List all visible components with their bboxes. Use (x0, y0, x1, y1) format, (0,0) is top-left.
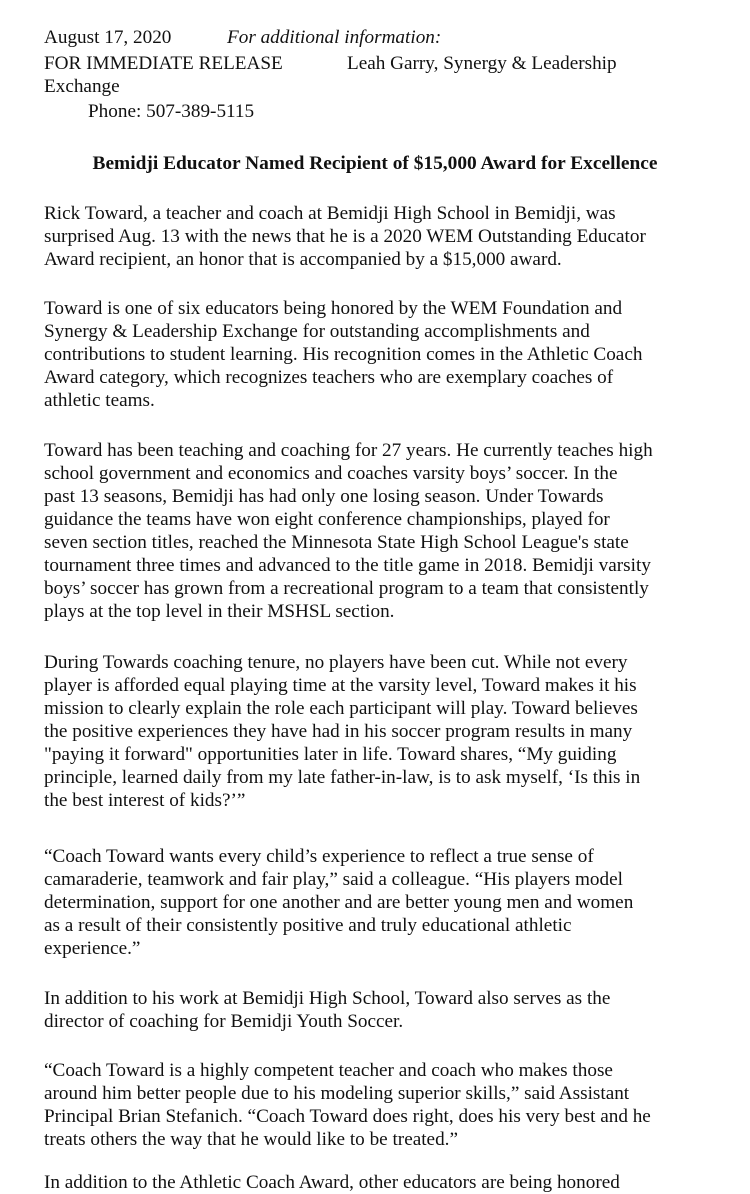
paragraph-line: past 13 seasons, Bemidji has had only one losing season. Under Towards (44, 486, 604, 508)
paragraph-line: around him better people due to his modeling superior skills,” said Assistant (44, 1083, 630, 1105)
paragraph-line: contributions to student learning. His recognition comes in the Athletic Coach (44, 344, 643, 366)
paragraph-line: treats others the way that he would like to be treated.” (44, 1129, 458, 1151)
release-status: FOR IMMEDIATE RELEASE (44, 53, 283, 74)
paragraph-4 (44, 651, 744, 812)
paragraph-line: surprised Aug. 13 with the news that he is a 2020 WEM Outstanding Educator (44, 226, 646, 248)
paragraph-line: determination, support for one another and are better young men and women (44, 892, 634, 914)
paragraph-line: During Towards coaching tenure, no players have been cut. While not every (44, 652, 628, 673)
paragraph-line: athletic teams. (44, 390, 155, 412)
contact-phone: Phone: 507-389-5115 (88, 101, 255, 122)
paragraph-line: “Coach Toward is a highly competent teacher and coach who makes those (44, 1060, 613, 1081)
paragraph-line: tournament three times and advanced to the title game in 2018. Bemidji varsity (44, 555, 651, 577)
paragraph-line: "paying it forward" opportunities later in life. Toward shares, “My guiding (44, 744, 617, 766)
paragraph-line: Rick Toward, a teacher and coach at Bemidji High School in Bemidji, was (44, 203, 616, 224)
paragraph-line: the best interest of kids?’” (44, 790, 246, 812)
paragraph-line: experience.” (44, 938, 141, 960)
paragraph-line: Toward has been teaching and coaching for 27 years. He currently teaches high (44, 440, 653, 461)
headline: Bemidji Educator Named Recipient of $15,000 Award for Excellence (92, 153, 658, 174)
truncated-line: In addition to the Athletic Coach Award, other educators are being honored (44, 1172, 620, 1193)
paragraph-line: mission to clearly explain the role each participant will play. Toward believes (44, 698, 638, 720)
paragraph-1 (44, 202, 744, 271)
paragraph-line: boys’ soccer has grown from a recreational program to a team that consistently (44, 578, 649, 600)
paragraph-line: school government and economics and coaches varsity boys’ soccer. In the (44, 463, 618, 485)
paragraph-line: as a result of their consistently positive and truly educational athletic (44, 915, 572, 937)
paragraph-line: guidance the teams have won eight conference championships, played for (44, 509, 610, 531)
truncated-next-paragraph (44, 1172, 744, 1193)
paragraph-6 (44, 987, 744, 1033)
paragraph-line: Principal Brian Stefanich. “Coach Toward does right, does his very best and he (44, 1106, 651, 1128)
paragraph-line: seven section titles, reached the Minnesota State High School League's state (44, 532, 629, 554)
paragraph-line: In addition to his work at Bemidji High School, Toward also serves as the (44, 988, 611, 1009)
paragraph-7 (44, 1059, 744, 1151)
paragraph-line: principle, learned daily from my late father-in-law, is to ask myself, ‘Is this in (44, 767, 641, 789)
paragraph-line: Toward is one of six educators being honored by the WEM Foundation and (44, 298, 623, 319)
paragraph-line: Award category, which recognizes teachers who are exemplary coaches of (44, 367, 614, 389)
paragraph-line: Award recipient, an honor that is accompanied by a $15,000 award. (44, 249, 562, 271)
paragraph-3 (44, 439, 744, 623)
contact-organization-continued: Exchange (44, 76, 120, 97)
paragraph-5 (44, 845, 744, 960)
paragraph-line: plays at the top level in their MSHSL section. (44, 601, 395, 623)
paragraph-line: player is afforded equal playing time at the varsity level, Toward makes it his (44, 675, 637, 697)
release-date: August 17, 2020 (44, 27, 172, 48)
paragraph-line: camaraderie, teamwork and fair play,” said a colleague. “His players model (44, 869, 623, 891)
paragraph-2 (44, 297, 744, 412)
contact-name: Leah Garry, Synergy & Leadership (347, 53, 617, 74)
paragraph-line: director of coaching for Bemidji Youth Soccer. (44, 1011, 404, 1033)
paragraph-line: Synergy & Leadership Exchange for outstanding accomplishments and (44, 321, 590, 343)
additional-info-label: For additional information: (227, 27, 442, 48)
paragraph-line: “Coach Toward wants every child’s experience to reflect a true sense of (44, 846, 594, 867)
paragraph-line: the positive experiences they have had in his soccer program results in many (44, 721, 633, 743)
